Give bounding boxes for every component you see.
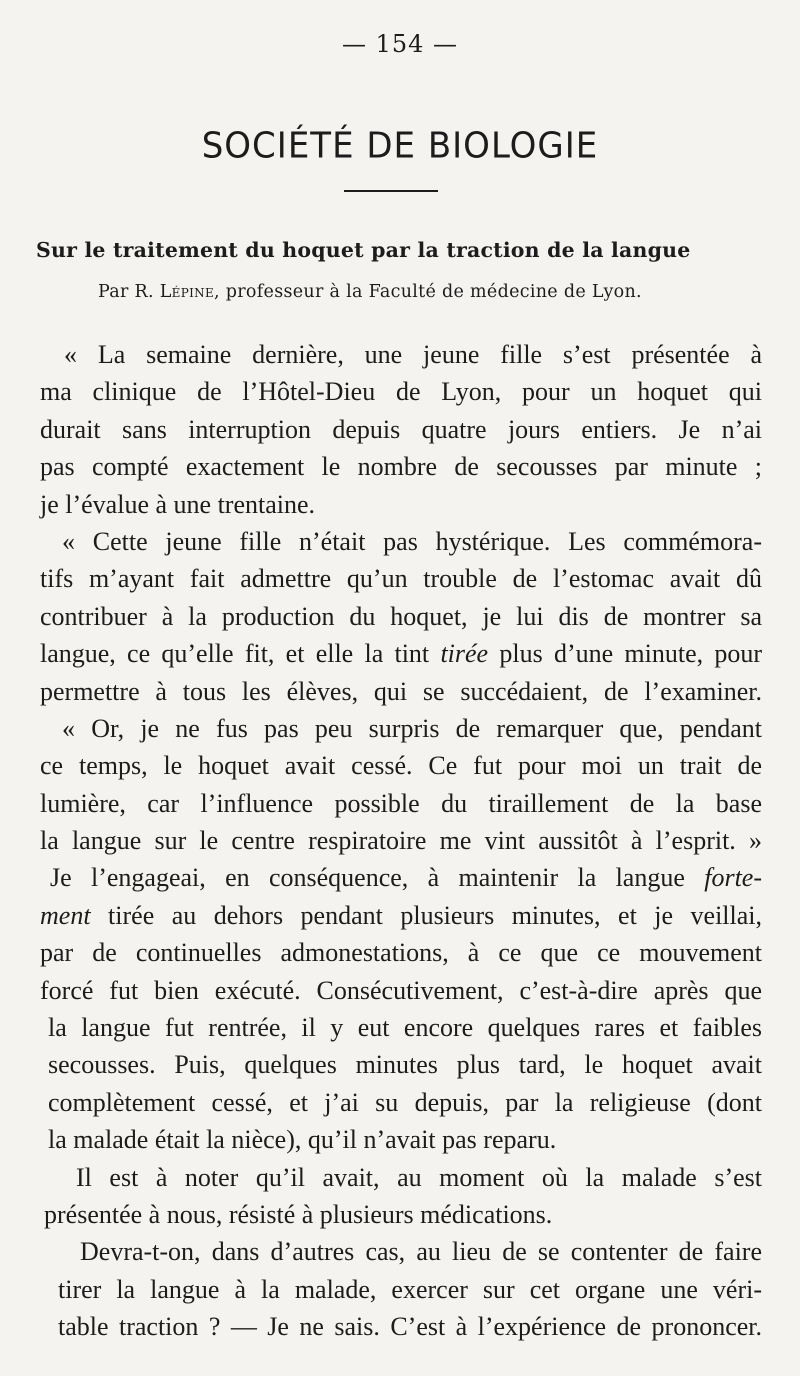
italic-word: forte- bbox=[704, 863, 762, 893]
body-line: contribuer à la production du hoquet, je lui dis de montrer sa bbox=[40, 601, 762, 631]
italic-word: tirée bbox=[440, 639, 489, 669]
byline-prefix: Par R. bbox=[98, 282, 154, 302]
body-line: « Or, je ne fus pas peu surpris de remarquer que, pendant bbox=[62, 713, 762, 743]
body-line: table traction ? — Je ne sais. C’est à l’expérience de prononcer. bbox=[58, 1312, 762, 1342]
body-line: permettre à tous les élèves, qui se succédaient, de l’examiner. bbox=[40, 676, 762, 706]
body-line: lumière, car l’influence possible du tiraillement de la base bbox=[40, 788, 762, 818]
body-text: plus d’une minute, pour bbox=[499, 639, 763, 669]
body-line: tifs m’ayant fait admettre qu’un trouble de l’estomac avait dû bbox=[40, 564, 762, 594]
page-number: — 154 — bbox=[341, 30, 459, 58]
byline-affiliation: , professeur à la Faculté de médecine de Lyon. bbox=[214, 282, 642, 302]
body-line: durait sans interruption depuis quatre jours entiers. Je n’ai bbox=[40, 414, 762, 444]
body-line: Il est à noter qu’il avait, au moment où la malade s’est bbox=[76, 1162, 762, 1192]
body-line: la langue sur le centre respiratoire me vint aussitôt à l’esprit. » bbox=[40, 826, 762, 856]
author-name: Lépine bbox=[159, 282, 215, 302]
body-line: « Cette jeune fille n’était pas hystérique. Les commémora- bbox=[62, 526, 762, 556]
body-line: « La semaine dernière, une jeune fille s’est présentée à bbox=[64, 340, 762, 369]
body-line-with-italic bbox=[40, 635, 762, 672]
body-line: la malade était la nièce), qu’il n’avait pas reparu. bbox=[48, 1125, 557, 1155]
body-line: pas compté exactement le nombre de secousses par minute ; bbox=[40, 452, 762, 482]
body-line: tirer la langue à la malade, exercer sur cet organe une véri- bbox=[58, 1274, 762, 1304]
italic-word: ment bbox=[40, 900, 91, 930]
body-line: la langue fut rentrée, il y eut encore quelques rares et faibles bbox=[48, 1013, 762, 1043]
article-title: Sur le traitement du hoquet par la traction de la langue bbox=[36, 238, 691, 262]
body-line: ma clinique de l’Hôtel-Dieu de Lyon, pour un hoquet qui bbox=[40, 377, 762, 407]
body-line: secousses. Puis, quelques minutes plus tard, le hoquet avait bbox=[48, 1050, 762, 1080]
body-line: présentée à nous, résisté à plusieurs médications. bbox=[44, 1199, 553, 1229]
body-text: Je l’engageai, en conséquence, à maintenir la langue bbox=[50, 863, 685, 893]
body-text: langue, ce qu’elle fit, et elle la tint bbox=[40, 639, 430, 669]
body-line: complètement cessé, et j’ai su depuis, par la religieuse (dont bbox=[48, 1087, 762, 1117]
body-text: tirée au dehors pendant plusieurs minutes, et je veillai, bbox=[108, 900, 763, 930]
body-line: forcé fut bien exécuté. Consécutivement, c’est-à-dire après que bbox=[40, 975, 762, 1005]
section-title: SOCIÉTÉ DE BIOLOGIE bbox=[201, 125, 599, 167]
body-line: Devra-t-on, dans d’autres cas, au lieu de se contenter de faire bbox=[80, 1237, 762, 1267]
body-line: par de continuelles admonestations, à ce que ce mouvement bbox=[40, 938, 762, 968]
body-line-with-italic bbox=[40, 897, 762, 934]
byline bbox=[98, 282, 758, 302]
body-line-with-italic bbox=[40, 859, 762, 896]
title-divider bbox=[344, 190, 438, 192]
body-line: je l’évalue à une trentaine. bbox=[40, 489, 316, 519]
article-body bbox=[40, 336, 762, 1346]
body-line: ce temps, le hoquet avait cessé. Ce fut pour moi un trait de bbox=[40, 751, 762, 781]
